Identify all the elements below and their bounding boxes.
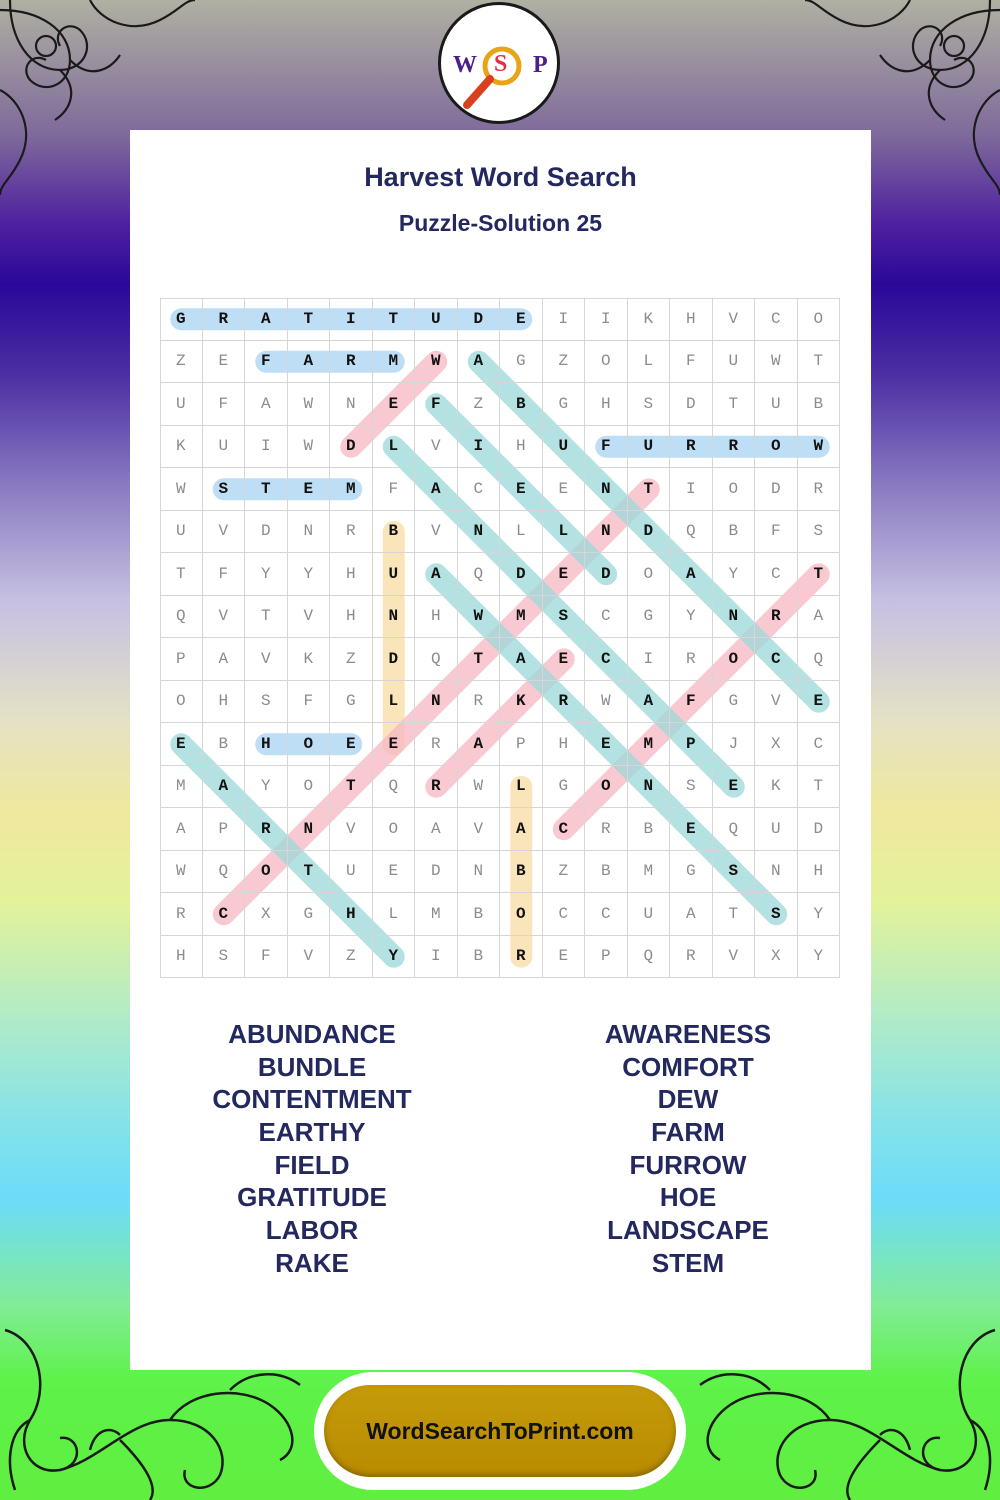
grid-cell[interactable]: V (203, 596, 246, 639)
grid-cell[interactable]: O (585, 766, 628, 809)
grid-cell[interactable]: X (245, 893, 288, 936)
grid-cell[interactable]: Q (160, 596, 203, 639)
grid-cell[interactable]: L (628, 341, 671, 384)
grid-cell[interactable]: T (798, 341, 841, 384)
grid-cell[interactable]: I (628, 638, 671, 681)
grid-cell[interactable]: W (458, 766, 501, 809)
grid-cell[interactable]: Z (543, 851, 586, 894)
grid-cell[interactable]: R (543, 681, 586, 724)
grid-cell[interactable]: A (798, 596, 841, 639)
word-list-item: EARTHY (258, 1117, 366, 1148)
grid-cell[interactable]: N (628, 766, 671, 809)
word-list-right (523, 1018, 853, 1280)
grid-cell[interactable]: A (203, 766, 246, 809)
grid-cell[interactable]: X (755, 723, 798, 766)
grid-cell[interactable]: C (203, 893, 246, 936)
grid-cell[interactable]: N (755, 851, 798, 894)
grid-cell[interactable]: T (628, 468, 671, 511)
grid-cell[interactable]: Q (203, 851, 246, 894)
grid-cell[interactable]: K (628, 298, 671, 341)
wsp-logo[interactable] (438, 2, 560, 124)
grid-cell[interactable]: C (755, 553, 798, 596)
grid-cell[interactable]: A (458, 341, 501, 384)
grid-cell[interactable]: R (160, 893, 203, 936)
grid-cell[interactable]: M (500, 596, 543, 639)
grid-cell[interactable]: E (373, 383, 416, 426)
letter-grid (160, 298, 840, 978)
grid-cell[interactable]: O (713, 638, 756, 681)
grid-cell[interactable]: M (330, 468, 373, 511)
grid-cell[interactable]: B (203, 723, 246, 766)
grid-cell[interactable]: T (798, 553, 841, 596)
grid-cell[interactable]: Q (373, 766, 416, 809)
grid-cell[interactable]: T (245, 596, 288, 639)
grid-cell[interactable]: X (755, 936, 798, 979)
grid-cell[interactable]: E (670, 808, 713, 851)
grid-cell[interactable]: E (543, 638, 586, 681)
grid-cell[interactable]: R (415, 766, 458, 809)
grid-cell[interactable]: E (373, 723, 416, 766)
grid-cell[interactable]: A (415, 468, 458, 511)
grid-cell[interactable]: U (160, 383, 203, 426)
grid-cell[interactable]: C (543, 893, 586, 936)
grid-cell[interactable]: T (713, 893, 756, 936)
grid-cell[interactable]: S (543, 596, 586, 639)
grid-cell[interactable]: M (628, 723, 671, 766)
grid-cell[interactable]: A (415, 553, 458, 596)
grid-cell[interactable]: H (500, 426, 543, 469)
grid-cell[interactable]: H (585, 383, 628, 426)
grid-cell[interactable]: V (288, 596, 331, 639)
grid-cell[interactable]: E (543, 468, 586, 511)
grid-cell[interactable]: Q (628, 936, 671, 979)
grid-cell[interactable]: V (245, 638, 288, 681)
grid-cell[interactable]: R (670, 936, 713, 979)
grid-cell[interactable]: S (203, 468, 246, 511)
grid-cell[interactable]: Z (330, 638, 373, 681)
grid-cell[interactable]: H (798, 851, 841, 894)
grid-cell[interactable]: E (585, 723, 628, 766)
grid-cell[interactable]: N (288, 511, 331, 554)
grid-cell[interactable]: E (798, 681, 841, 724)
grid-cell[interactable]: G (160, 298, 203, 341)
grid-cell[interactable]: L (543, 511, 586, 554)
grid-cell[interactable]: R (755, 596, 798, 639)
grid-cell[interactable]: A (245, 298, 288, 341)
grid-cell[interactable]: H (203, 681, 246, 724)
grid-cell[interactable]: C (543, 808, 586, 851)
grid-cell[interactable]: F (670, 681, 713, 724)
grid-cell[interactable]: Z (160, 341, 203, 384)
grid-cell[interactable]: E (330, 723, 373, 766)
grid-cell[interactable]: A (628, 681, 671, 724)
grid-cell[interactable]: S (203, 936, 246, 979)
grid-cell[interactable]: Y (245, 766, 288, 809)
grid-cell[interactable]: Y (670, 596, 713, 639)
grid-cell[interactable]: E (713, 766, 756, 809)
grid-cell[interactable]: P (500, 723, 543, 766)
grid-cell[interactable]: Y (288, 553, 331, 596)
grid-cell[interactable]: K (160, 426, 203, 469)
grid-cell[interactable]: J (713, 723, 756, 766)
grid-cell[interactable]: Z (330, 936, 373, 979)
grid-cell[interactable]: W (585, 681, 628, 724)
grid-cell[interactable]: S (713, 851, 756, 894)
grid-cell[interactable]: E (203, 341, 246, 384)
grid-cell[interactable]: N (713, 596, 756, 639)
grid-cell[interactable]: B (585, 851, 628, 894)
grid-cell[interactable]: I (670, 468, 713, 511)
word-list-item: STEM (651, 1247, 725, 1278)
grid-cell[interactable]: D (500, 553, 543, 596)
grid-cell[interactable]: H (160, 936, 203, 979)
grid-cell[interactable]: U (755, 383, 798, 426)
grid-cell[interactable]: S (245, 681, 288, 724)
grid-cell[interactable]: T (160, 553, 203, 596)
grid-cell[interactable]: G (500, 341, 543, 384)
grid-cell[interactable]: G (543, 383, 586, 426)
website-link-button[interactable]: WordSearchToPrint.com (324, 1385, 676, 1477)
grid-cell[interactable]: W (415, 341, 458, 384)
grid-cell[interactable]: E (500, 468, 543, 511)
grid-cell[interactable]: W (755, 341, 798, 384)
grid-cell[interactable]: R (203, 298, 246, 341)
grid-cell[interactable]: T (713, 383, 756, 426)
grid-cell[interactable]: Q (713, 808, 756, 851)
grid-cell[interactable]: U (755, 808, 798, 851)
grid-cell[interactable]: Y (245, 553, 288, 596)
grid-cell[interactable]: Q (458, 553, 501, 596)
grid-cell[interactable]: O (585, 341, 628, 384)
word-search-grid (160, 298, 840, 978)
grid-cell[interactable]: F (373, 468, 416, 511)
grid-cell[interactable]: P (670, 723, 713, 766)
grid-cell[interactable]: D (798, 808, 841, 851)
grid-cell[interactable]: A (203, 638, 246, 681)
grid-cell[interactable]: B (628, 808, 671, 851)
grid-cell[interactable]: O (160, 681, 203, 724)
grid-cell[interactable]: D (415, 851, 458, 894)
grid-cell[interactable]: D (245, 511, 288, 554)
grid-cell[interactable]: S (628, 383, 671, 426)
grid-cell[interactable]: Z (543, 341, 586, 384)
grid-cell[interactable]: K (500, 681, 543, 724)
grid-cell[interactable]: M (160, 766, 203, 809)
grid-cell[interactable]: G (330, 681, 373, 724)
grid-cell[interactable]: B (458, 936, 501, 979)
grid-cell[interactable]: N (585, 511, 628, 554)
grid-cell[interactable]: S (798, 511, 841, 554)
logo-letter-s: S (494, 51, 508, 77)
page-subtitle: Puzzle-Solution 25 (398, 210, 603, 236)
word-list-item: FIELD (274, 1149, 350, 1180)
grid-cell[interactable]: Q (415, 638, 458, 681)
grid-cell[interactable]: Y (798, 893, 841, 936)
page-title: Harvest Word Search (364, 162, 637, 192)
grid-cell[interactable]: A (670, 893, 713, 936)
grid-cell[interactable]: W (288, 426, 331, 469)
grid-cell[interactable]: N (585, 468, 628, 511)
grid-cell[interactable]: R (670, 638, 713, 681)
grid-cell[interactable]: R (330, 341, 373, 384)
grid-cell[interactable]: R (245, 808, 288, 851)
grid-cell[interactable]: O (245, 851, 288, 894)
grid-cell[interactable]: E (500, 298, 543, 341)
grid-cell[interactable]: O (288, 766, 331, 809)
grid-cell[interactable]: R (585, 808, 628, 851)
grid-cell[interactable]: D (585, 553, 628, 596)
grid-cell[interactable]: I (543, 298, 586, 341)
grid-cell[interactable]: H (330, 893, 373, 936)
grid-cell[interactable]: O (755, 426, 798, 469)
grid-cell[interactable]: I (330, 298, 373, 341)
grid-cell[interactable]: T (330, 766, 373, 809)
word-list-item: DEW (657, 1084, 719, 1115)
grid-cell[interactable]: E (543, 936, 586, 979)
grid-cell[interactable]: V (415, 426, 458, 469)
grid-cell[interactable]: W (458, 596, 501, 639)
grid-cell[interactable]: M (415, 893, 458, 936)
word-list-item: FARM (651, 1117, 725, 1148)
grid-cell[interactable]: I (245, 426, 288, 469)
grid-cell[interactable]: B (500, 851, 543, 894)
grid-cell[interactable]: S (755, 893, 798, 936)
grid-cell[interactable]: T (798, 766, 841, 809)
word-list-item: ABUNDANCE (228, 1019, 396, 1049)
grid-cell[interactable]: F (245, 341, 288, 384)
grid-cell[interactable]: P (160, 638, 203, 681)
grid-cell[interactable]: C (798, 723, 841, 766)
grid-cell[interactable]: F (203, 383, 246, 426)
grid-cell[interactable]: V (755, 681, 798, 724)
grid-cell[interactable]: F (415, 383, 458, 426)
grid-cell[interactable]: N (330, 383, 373, 426)
grid-cell[interactable]: R (798, 468, 841, 511)
grid-cell[interactable]: C (755, 298, 798, 341)
grid-cell[interactable]: B (713, 511, 756, 554)
grid-cell[interactable]: F (245, 936, 288, 979)
grid-cell[interactable]: O (500, 893, 543, 936)
word-list-item: RAKE (275, 1247, 349, 1278)
grid-cell[interactable]: A (500, 638, 543, 681)
grid-cell[interactable]: O (798, 298, 841, 341)
word-list-item: GRATITUDE (237, 1182, 387, 1213)
grid-cell[interactable]: Y (373, 936, 416, 979)
grid-cell[interactable]: A (245, 383, 288, 426)
grid-cell[interactable]: U (160, 511, 203, 554)
grid-cell[interactable]: R (458, 681, 501, 724)
grid-cell[interactable]: T (373, 298, 416, 341)
grid-cell[interactable]: G (670, 851, 713, 894)
grid-cell[interactable]: V (330, 808, 373, 851)
grid-cell[interactable]: D (458, 298, 501, 341)
grid-cell[interactable]: R (670, 426, 713, 469)
puzzle-sheet (130, 130, 871, 1370)
grid-cell[interactable]: N (458, 851, 501, 894)
grid-cell[interactable]: V (458, 808, 501, 851)
grid-cell[interactable]: V (713, 298, 756, 341)
grid-cell[interactable]: H (330, 553, 373, 596)
grid-cell[interactable]: C (755, 638, 798, 681)
grid-cell[interactable]: U (628, 893, 671, 936)
grid-cell[interactable]: H (415, 596, 458, 639)
grid-cell[interactable]: Y (713, 553, 756, 596)
grid-cell[interactable]: P (203, 808, 246, 851)
grid-cell[interactable]: Q (798, 638, 841, 681)
grid-cell[interactable]: R (415, 723, 458, 766)
grid-cell[interactable]: N (373, 596, 416, 639)
grid-cell[interactable]: D (628, 511, 671, 554)
grid-cell[interactable]: T (288, 851, 331, 894)
word-list-item: BUNDLE (257, 1051, 367, 1082)
grid-cell[interactable]: N (288, 808, 331, 851)
grid-cell[interactable]: O (373, 808, 416, 851)
grid-cell[interactable]: Z (458, 383, 501, 426)
grid-cell[interactable]: R (713, 426, 756, 469)
grid-cell[interactable]: C (585, 638, 628, 681)
word-list-left (147, 1018, 477, 1280)
word-list-item: COMFORT (622, 1051, 754, 1082)
grid-cell[interactable]: M (373, 341, 416, 384)
grid-cell[interactable]: W (160, 468, 203, 511)
grid-cell[interactable]: H (245, 723, 288, 766)
grid-cell[interactable]: W (288, 383, 331, 426)
grid-cell[interactable]: T (245, 468, 288, 511)
grid-cell[interactable]: A (288, 341, 331, 384)
word-list-item: AWARENESS (604, 1019, 772, 1049)
grid-cell[interactable]: V (415, 511, 458, 554)
grid-cell[interactable]: B (458, 893, 501, 936)
word-list-item: CONTENTMENT (212, 1084, 412, 1115)
word-list-item: LANDSCAPE (607, 1215, 769, 1246)
grid-cell[interactable]: U (373, 553, 416, 596)
grid-cell[interactable]: U (330, 851, 373, 894)
grid-cell[interactable]: H (670, 298, 713, 341)
grid-cell[interactable]: A (415, 808, 458, 851)
grid-cell[interactable]: D (373, 638, 416, 681)
grid-cell[interactable]: A (500, 808, 543, 851)
grid-cell[interactable]: T (288, 298, 331, 341)
grid-cell[interactable]: O (288, 723, 331, 766)
grid-cell[interactable]: P (585, 936, 628, 979)
grid-cell[interactable]: R (330, 511, 373, 554)
word-list-item: FURROW (629, 1149, 747, 1180)
grid-cell[interactable]: F (585, 426, 628, 469)
grid-cell[interactable]: L (373, 681, 416, 724)
logo-letter-w: W (453, 52, 477, 78)
grid-cell[interactable]: U (543, 426, 586, 469)
grid-cell[interactable]: B (500, 383, 543, 426)
grid-cell[interactable]: A (458, 723, 501, 766)
grid-cell[interactable]: F (755, 511, 798, 554)
grid-cell[interactable]: M (628, 851, 671, 894)
grid-cell[interactable]: B (373, 511, 416, 554)
grid-cell[interactable]: E (160, 723, 203, 766)
grid-cell[interactable]: V (288, 936, 331, 979)
grid-cell[interactable]: C (585, 596, 628, 639)
grid-cell[interactable]: L (500, 766, 543, 809)
grid-cell[interactable]: N (415, 681, 458, 724)
grid-cell[interactable]: N (458, 511, 501, 554)
word-list-item: HOE (659, 1182, 717, 1213)
logo-letter-p: P (533, 52, 548, 78)
grid-cell[interactable]: E (288, 468, 331, 511)
grid-cell[interactable]: A (160, 808, 203, 851)
grid-cell[interactable]: G (288, 893, 331, 936)
grid-cell[interactable]: W (160, 851, 203, 894)
grid-cell[interactable]: C (585, 893, 628, 936)
grid-cell[interactable]: F (203, 553, 246, 596)
grid-cell[interactable]: L (373, 893, 416, 936)
grid-cell[interactable]: K (288, 638, 331, 681)
grid-cell[interactable]: I (458, 426, 501, 469)
grid-cell[interactable]: D (670, 383, 713, 426)
grid-cell[interactable]: O (713, 468, 756, 511)
grid-cell[interactable]: G (543, 766, 586, 809)
grid-cell[interactable]: I (585, 298, 628, 341)
grid-cell[interactable]: G (713, 681, 756, 724)
grid-cell[interactable]: U (713, 341, 756, 384)
grid-cell[interactable]: H (330, 596, 373, 639)
grid-cell[interactable]: L (500, 511, 543, 554)
grid-cell[interactable]: U (415, 298, 458, 341)
grid-cell[interactable]: Y (798, 936, 841, 979)
grid-cell[interactable]: D (755, 468, 798, 511)
grid-cell[interactable]: U (628, 426, 671, 469)
grid-cell[interactable]: E (373, 851, 416, 894)
grid-cell[interactable]: F (670, 341, 713, 384)
grid-cell[interactable]: V (713, 936, 756, 979)
grid-cell[interactable]: E (543, 553, 586, 596)
grid-cell[interactable]: H (543, 723, 586, 766)
grid-cell[interactable]: D (330, 426, 373, 469)
grid-cell[interactable]: W (798, 426, 841, 469)
grid-cell[interactable]: Q (670, 511, 713, 554)
grid-cell[interactable]: G (628, 596, 671, 639)
grid-cell[interactable]: V (203, 511, 246, 554)
grid-cell[interactable]: K (755, 766, 798, 809)
grid-cell[interactable]: L (373, 426, 416, 469)
grid-cell[interactable]: F (288, 681, 331, 724)
grid-cell[interactable]: A (670, 553, 713, 596)
grid-cell[interactable]: T (458, 638, 501, 681)
grid-cell[interactable]: R (500, 936, 543, 979)
grid-cell[interactable]: C (458, 468, 501, 511)
word-list-item: LABOR (265, 1215, 359, 1246)
grid-cell[interactable]: I (415, 936, 458, 979)
grid-cell[interactable]: B (798, 383, 841, 426)
grid-cell[interactable]: S (670, 766, 713, 809)
grid-cell[interactable]: O (628, 553, 671, 596)
grid-cell[interactable]: U (203, 426, 246, 469)
